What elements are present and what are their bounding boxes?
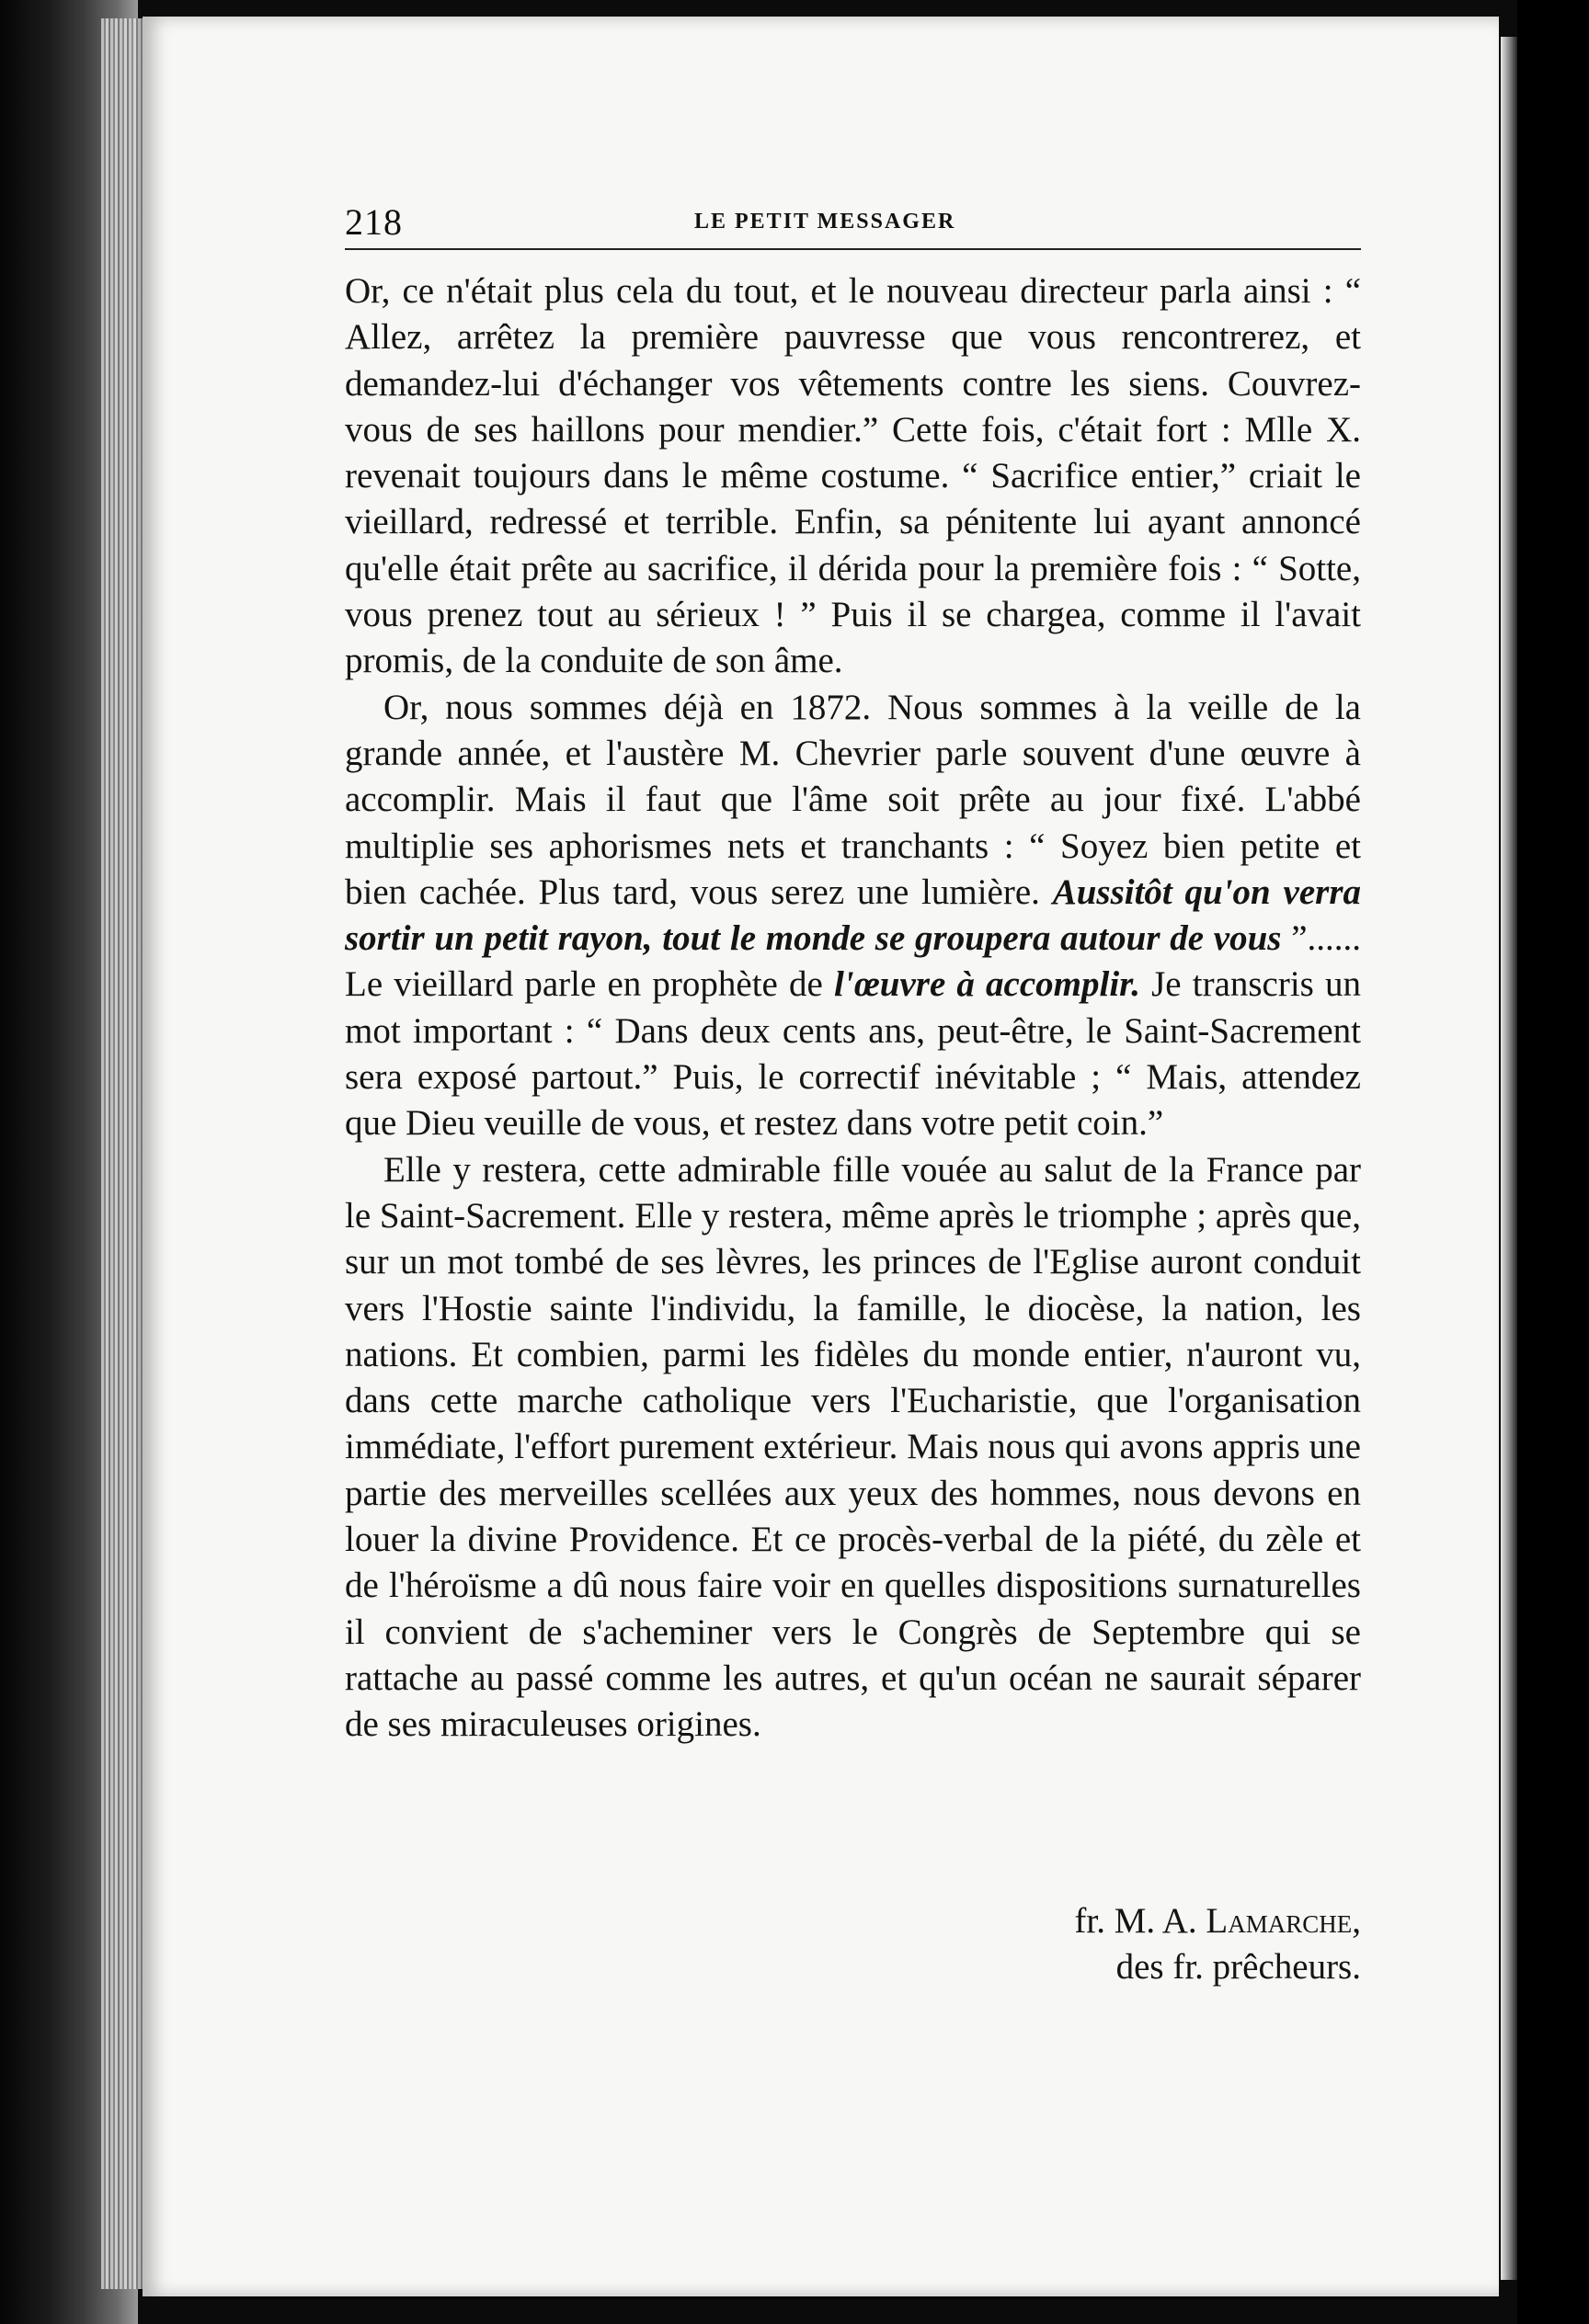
paragraph-2-italic-quote: Aussitôt qu'on verra sortir un petit rayon, tout le monde se groupera autour de vous [345,872,1361,959]
signature-name: Lamarche, [1206,1901,1361,1941]
paragraph-2-part-b: ”...... Le vieillard parle en prophète de [345,918,1362,1005]
page-number: 218 [345,201,403,243]
signature-line-2: des fr. prêcheurs. [1115,1947,1361,1987]
running-head [345,200,1361,250]
page-right-fold [1501,37,1517,2280]
paragraph-1: Or, ce n'était plus cela du tout, et le nouveau directeur parla ainsi : “ Allez, arrêtez la première pauvresse que vous rencontrerez, et demandez-lui d'échanger vos vêtements contre les siens. Couvrez-vous de ses haillons pour mendier.” Cette fois, c'était fort : Mlle X. revenait toujours dans le même costume. “ Sacrifice entier,” criait le vieillard, redressé et terrible. Enfin, sa pénitente lui ayant annoncé qu'elle était prête au sacrifice, il dérida pour la première fois : “ Sotte, vous prenez tout au sérieux ! ” Puis il se chargea, comme il l'avait promis, de la conduite de son âme. [345,271,1361,681]
signature-line-1 [345,1898,1361,1944]
signature-block [345,1898,1361,1990]
article-body [345,268,1361,1749]
paragraph-2-part-a: Or, nous sommes déjà en 1872. Nous sommes à la veille de la grande année, et l'austère M. Chevrier parle souvent d'une œuvre à accomplir. Mais il faut que l'âme soit prête au jour fixé. L'abbé multiplie ses aphorismes nets et tranchants : “ Soyez bien petite et bien cachée. Plus tard, vous serez une lumière. [345,687,1361,912]
paragraph-3: Elle y restera, cette admirable fille vouée au salut de la France par le Saint-Sacrement. Elle y restera, même après le triomphe ; après que, sur un mot tombé de ses lèvres, les princes de l'Eglise auront conduit vers l'Hostie sainte l'individu, la famille, le diocèse, la nation, les nations. Et combien, parmi les fidèles du monde entier, n'auront vu, dans cette marche catholique vers l'Eucharistie, que l'organisation immédiate, l'effort purement extérieur. Mais nous qui avons appris une partie des merveilles scellées aux yeux des hommes, nous devons en louer la divine Providence. Et ce procès-verbal de la piété, du zèle et de l'héroïsme a dû nous faire voir en quelles dispositions surnaturelles il convient de s'acheminer vers le Congrès de Septembre qui se rattache au passé comme les autres, et qu'un océan ne saurait séparer de ses miraculeuses origines. [345,1149,1361,1745]
paragraph-2 [345,685,1361,1147]
scan-right-edge [1517,0,1589,2324]
journal-title: LE PETIT MESSAGER [694,210,956,234]
paragraph-2-part-c: Je transcris un mot important : “ Dans deux cents ans, peut-être, le Saint-Sacrement sera exposé partout.” Puis, le correctif inévitable ; “ Mais, attendez que Dieu veuille de vous, et restez dans votre petit coin.” [345,964,1362,1144]
paragraph-2-italic-phrase: l'œuvre à accomplir. [833,964,1140,1005]
signature-prefix: fr. M. A. [1074,1901,1206,1941]
